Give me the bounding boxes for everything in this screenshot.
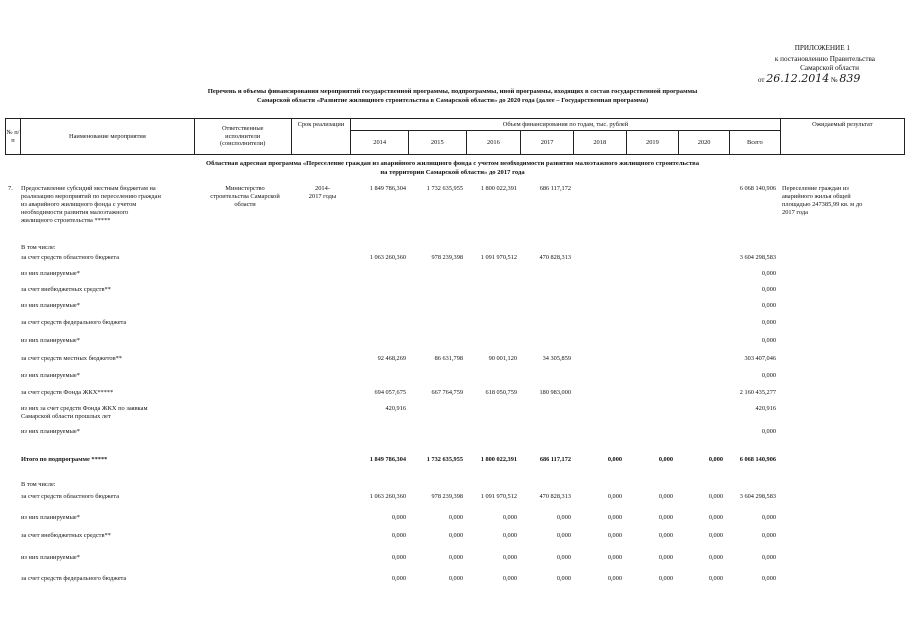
header-year-2018: 2018 xyxy=(573,131,626,155)
b-row-3-value-4: 0,000 xyxy=(607,532,622,539)
header-volume: Объем финансирования по годам, тыс. рублей xyxy=(351,119,780,131)
b-row-5-value-5: 0,000 xyxy=(658,575,673,582)
b-row-5-value-0: 0,000 xyxy=(391,575,406,582)
a-row-label-cont: Самарской области прошлых лет xyxy=(21,413,111,420)
a-row-9-value-7: 2 160 435,277 xyxy=(739,389,776,396)
b-row-label: из них планируемые* xyxy=(21,554,80,561)
b-row-2-value-0: 0,000 xyxy=(391,514,406,521)
b-row-5-value-6: 0,000 xyxy=(708,575,723,582)
b-row-3-value-7: 0,000 xyxy=(761,532,776,539)
program-title-line2: на территории Самарской области» до 2017 года xyxy=(380,169,525,176)
program-title-line1: Областная адресная программа «Переселение граждан из аварийного жилищного фонда с учетом необходимости развития малоэтажного жилищного строительства xyxy=(205,160,700,167)
a-row-label: за счет средств местных бюджетов** xyxy=(21,355,122,362)
total-row-label: Итого по подпрограмме ***** xyxy=(21,456,108,463)
b-row-5-value-1: 0,000 xyxy=(448,575,463,582)
a-row-4-value-7: 0,000 xyxy=(761,302,776,309)
item7-value-7: 6 068 140,906 xyxy=(739,185,776,192)
a-row-label: из них планируемые* xyxy=(21,302,80,309)
b-row-label: из них планируемые* xyxy=(21,514,80,521)
item7-value-0: 1 849 786,304 xyxy=(369,185,406,192)
b-row-label: за счет внебюджетных средств** xyxy=(21,532,111,539)
b-row-2-value-6: 0,000 xyxy=(708,514,723,521)
a-row-label: из них за счет средств Фонда ЖКХ по заявкам xyxy=(21,405,148,412)
b-row-3-value-1: 0,000 xyxy=(448,532,463,539)
b-row-1-value-0: 1 063 260,360 xyxy=(369,493,406,500)
a-row-7-value-1: 86 631,798 xyxy=(434,355,463,362)
b-row-2-value-1: 0,000 xyxy=(448,514,463,521)
item7-value-3: 686 117,172 xyxy=(539,185,571,192)
item7-value-1: 1 732 635,955 xyxy=(426,185,463,192)
header-year-2020: 2020 xyxy=(679,131,730,155)
b-row-label: за счет средств федерального бюджета xyxy=(21,575,127,582)
a-row-1-value-2: 1 091 970,512 xyxy=(480,254,517,261)
total-row-0-value-2: 1 800 022,391 xyxy=(480,456,517,463)
b-row-1-value-1: 978 239,398 xyxy=(431,493,463,500)
a-row-7-value-3: 34 305,859 xyxy=(542,355,571,362)
b-row-5-value-3: 0,000 xyxy=(556,575,571,582)
appendix-line2: Самарской области xyxy=(800,64,859,72)
a-row-3-value-7: 0,000 xyxy=(761,286,776,293)
a-row-label: за счет средств федерального бюджета xyxy=(21,319,127,326)
total-row-0-value-6: 0,000 xyxy=(708,456,723,463)
header-term: Срок реализации xyxy=(291,119,351,155)
b-row-2-value-5: 0,000 xyxy=(658,514,673,521)
a-row-7-value-2: 90 001,120 xyxy=(488,355,517,362)
header-year-2015: 2015 xyxy=(408,131,466,155)
a-row-11-value-7: 0,000 xyxy=(761,428,776,435)
total-row-0-value-0: 1 849 786,304 xyxy=(369,456,406,463)
total-row-0-value-3: 686 117,172 xyxy=(539,456,571,463)
a-row-7-value-0: 92 468,269 xyxy=(377,355,406,362)
b-row-4-value-3: 0,000 xyxy=(556,554,571,561)
b-row-1-value-6: 0,000 xyxy=(708,493,723,500)
header-total: Всего xyxy=(729,131,780,155)
a-row-1-value-7: 3 604 298,583 xyxy=(739,254,776,261)
b-row-3-value-6: 0,000 xyxy=(708,532,723,539)
a-row-2-value-7: 0,000 xyxy=(761,270,776,277)
a-row-8-value-7: 0,000 xyxy=(761,372,776,379)
a-row-10-value-0: 420,916 xyxy=(385,405,406,412)
a-row-label: из них планируемые* xyxy=(21,270,80,277)
appendix-line1: к постановлению Правительства xyxy=(774,55,875,63)
item7-number: 7. xyxy=(8,185,13,192)
a-row-7-value-7: 303 407,046 xyxy=(744,355,776,362)
total-row-0-value-5: 0,000 xyxy=(658,456,673,463)
b-row-4-value-0: 0,000 xyxy=(391,554,406,561)
a-row-9-value-2: 618 050,759 xyxy=(485,389,517,396)
total-row-0-value-1: 1 732 635,955 xyxy=(426,456,463,463)
a-row-label: из них планируемые* xyxy=(21,372,80,379)
b-row-3-value-2: 0,000 xyxy=(502,532,517,539)
a-row-label: В том числе: xyxy=(21,244,56,251)
item7-executor: Министерство строительства Самарской области xyxy=(210,185,280,208)
b-row-1-value-4: 0,000 xyxy=(607,493,622,500)
b-row-label: за счет средств областного бюджета xyxy=(21,493,120,500)
b-row-1-value-2: 1 091 970,512 xyxy=(480,493,517,500)
doc-title-line2: Самарской области «Развитие жилищного строительства в Самарской области» до 2020 года (далее – Государственная программа) xyxy=(256,97,649,104)
appendix-from-label: от xyxy=(758,76,765,84)
header-name: Наименование мероприятия xyxy=(20,119,194,155)
item7-value-2: 1 800 022,391 xyxy=(480,185,517,192)
b-row-3-value-0: 0,000 xyxy=(391,532,406,539)
b-row-1-value-5: 0,000 xyxy=(658,493,673,500)
b-row-2-value-4: 0,000 xyxy=(607,514,622,521)
a-row-label: из них планируемые* xyxy=(21,337,80,344)
a-row-label: за счет внебюджетных средств** xyxy=(21,286,111,293)
header-year-2014: 2014 xyxy=(351,131,409,155)
b-row-4-value-6: 0,000 xyxy=(708,554,723,561)
b-row-1-value-7: 3 604 298,583 xyxy=(739,493,776,500)
appendix-date-line xyxy=(758,72,860,85)
a-row-6-value-7: 0,000 xyxy=(761,337,776,344)
b-row-2-value-3: 0,000 xyxy=(556,514,571,521)
b-row-4-value-5: 0,000 xyxy=(658,554,673,561)
a-row-label: за счет средств Фонда ЖКХ***** xyxy=(21,389,114,396)
a-row-1-value-3: 470 828,313 xyxy=(539,254,571,261)
a-row-9-value-0: 694 057,675 xyxy=(374,389,406,396)
a-row-1-value-0: 1 063 260,360 xyxy=(369,254,406,261)
b-row-3-value-5: 0,000 xyxy=(658,532,673,539)
item7-name: Предоставление субсидий местным бюджетам на реализацию мероприятий по переселению граждан из аварийного жилищного фонда с учетом необходимости развития малоэтажного жилищного строительства ***** xyxy=(21,185,161,224)
item7-term: 2014- 2017 годы xyxy=(308,185,337,200)
header-table xyxy=(5,118,905,155)
a-row-1-value-1: 978 239,398 xyxy=(431,254,463,261)
b-row-label: В том числе: xyxy=(21,481,56,488)
b-row-2-value-2: 0,000 xyxy=(502,514,517,521)
header-year-2016: 2016 xyxy=(466,131,521,155)
b-row-4-value-2: 0,000 xyxy=(502,554,517,561)
b-row-5-value-2: 0,000 xyxy=(502,575,517,582)
b-row-1-value-3: 470 828,313 xyxy=(539,493,571,500)
a-row-5-value-7: 0,000 xyxy=(761,319,776,326)
total-row-0-value-7: 6 068 140,906 xyxy=(739,456,776,463)
header-exec: Ответственные исполнители (соисполнители) xyxy=(194,119,291,155)
b-row-5-value-4: 0,000 xyxy=(607,575,622,582)
a-row-9-value-1: 667 764,759 xyxy=(431,389,463,396)
header-year-2019: 2019 xyxy=(626,131,679,155)
b-row-4-value-7: 0,000 xyxy=(761,554,776,561)
handwritten-date: 26.12.2014 xyxy=(766,72,830,85)
a-row-label: за счет средств областного бюджета xyxy=(21,254,120,261)
b-row-2-value-7: 0,000 xyxy=(761,514,776,521)
a-row-9-value-3: 180 983,000 xyxy=(539,389,571,396)
appendix-number-label: № xyxy=(830,76,838,84)
b-row-3-value-3: 0,000 xyxy=(556,532,571,539)
header-num: № п/п xyxy=(6,119,21,155)
b-row-4-value-1: 0,000 xyxy=(448,554,463,561)
item7-result: Переселение граждан из аварийного жилья общей площадью 247385,99 кв. м до 2017 года xyxy=(782,185,863,216)
appendix-title: ПРИЛОЖЕНИЕ 1 xyxy=(794,44,850,52)
b-row-5-value-7: 0,000 xyxy=(761,575,776,582)
a-row-10-value-7: 420,916 xyxy=(755,405,776,412)
handwritten-number: 839 xyxy=(839,72,861,85)
header-result: Ожидаемый результат xyxy=(780,119,904,155)
doc-title-line1: Перечень и объемы финансирования мероприятий государственной программы, подпрограммы, иной программы, входящих в состав государственной программы xyxy=(207,88,698,95)
header-year-2017: 2017 xyxy=(521,131,574,155)
a-row-label: из них планируемые* xyxy=(21,428,80,435)
total-row-0-value-4: 0,000 xyxy=(607,456,622,463)
b-row-4-value-4: 0,000 xyxy=(607,554,622,561)
